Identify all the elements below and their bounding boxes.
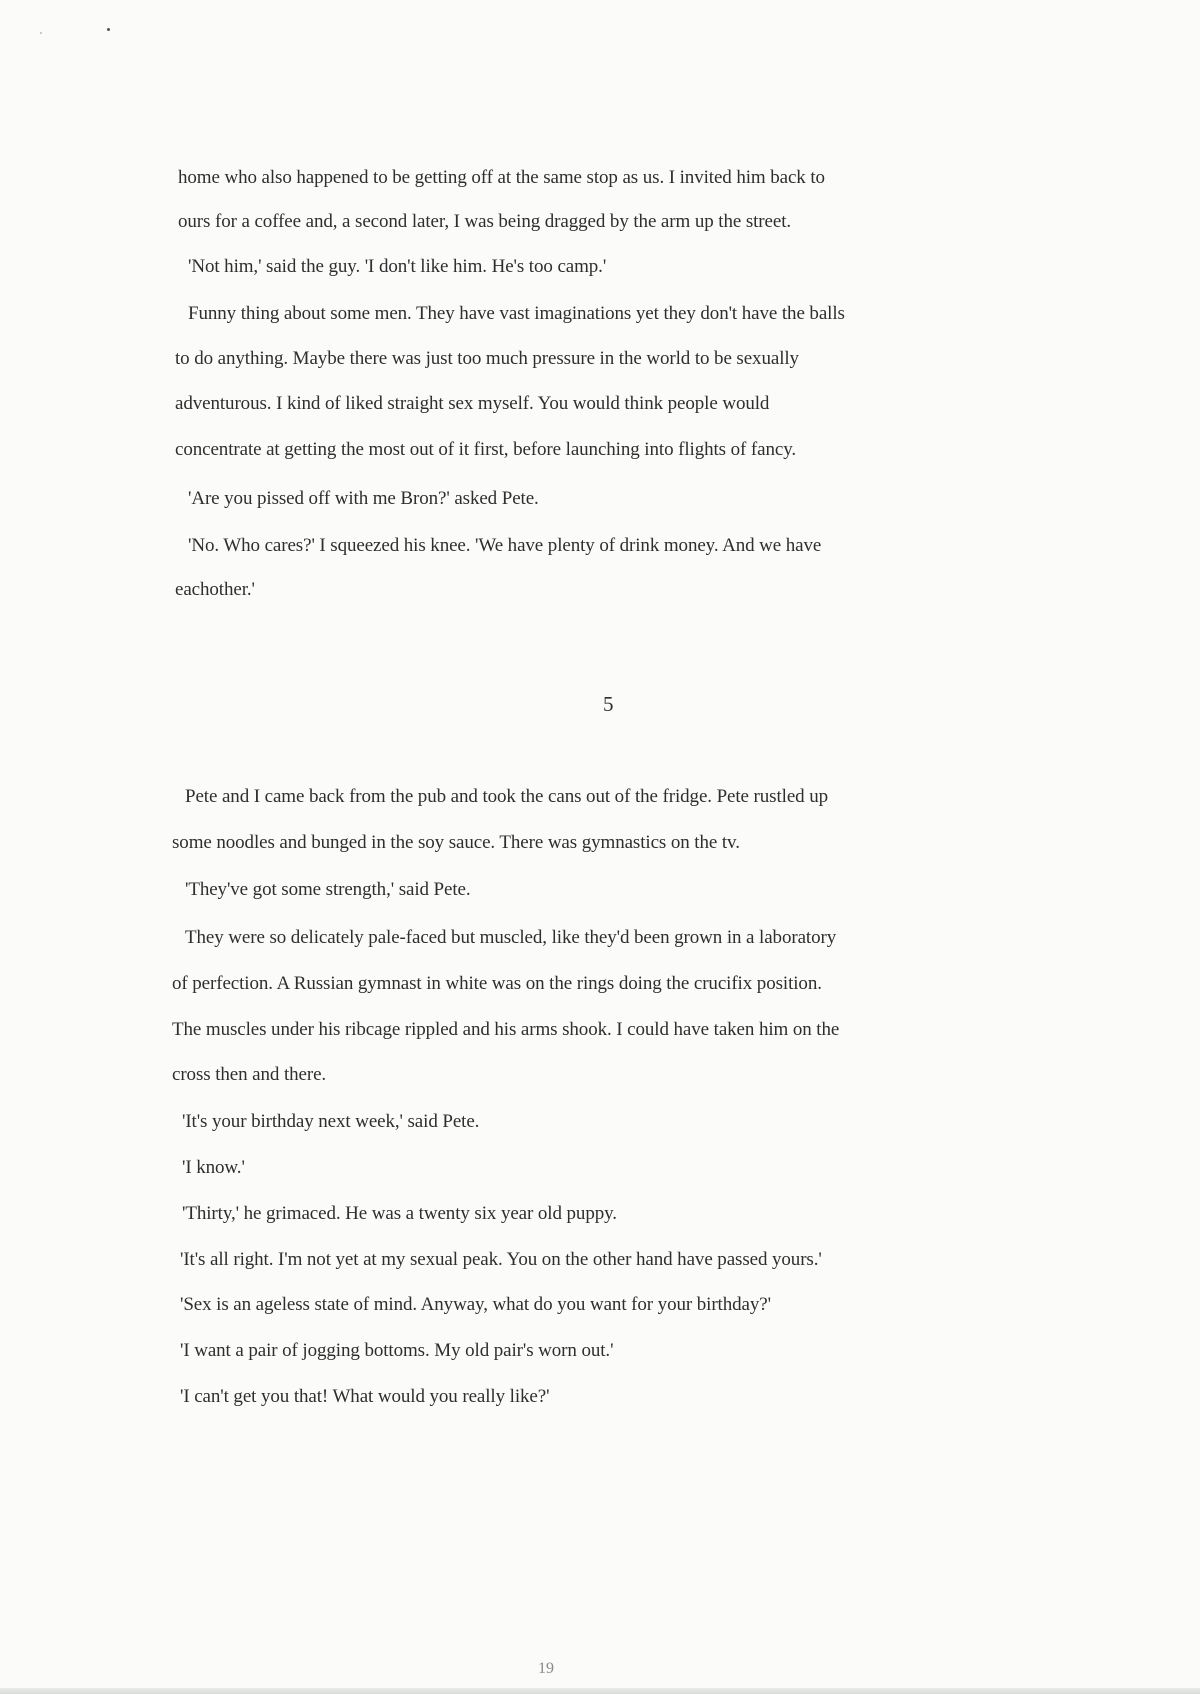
text-line: adventurous. I kind of liked straight sex myself. You would think people would	[175, 393, 770, 414]
chapter-number: 5	[603, 692, 614, 716]
text-line: 'I want a pair of jogging bottoms. My old pair's worn out.'	[180, 1340, 614, 1361]
text-line: The muscles under his ribcage rippled and his arms shook. I could have taken him on the	[172, 1019, 840, 1040]
text-line: cross then and there.	[172, 1064, 327, 1085]
text-line: 'No. Who cares?' I squeezed his knee. 'We have plenty of drink money. And we have	[188, 535, 822, 556]
text-line: Pete and I came back from the pub and took the cans out of the fridge. Pete rustled up	[185, 786, 829, 807]
text-line: some noodles and bunged in the soy sauce. There was gymnastics on the tv.	[172, 832, 740, 853]
text-line: 'I can't get you that! What would you really like?'	[180, 1386, 550, 1407]
text-line: of perfection. A Russian gymnast in white was on the rings doing the crucifix position.	[172, 973, 822, 994]
text-line: Funny thing about some men. They have vast imaginations yet they don't have the balls	[188, 303, 845, 324]
text-line: eachother.'	[175, 579, 255, 600]
text-line: home who also happened to be getting off at the same stop as us. I invited him back to	[178, 167, 825, 188]
text-line: 'Thirty,' he grimaced. He was a twenty six year old puppy.	[182, 1203, 617, 1224]
scan-edge	[0, 1688, 1200, 1694]
text-line: 'Are you pissed off with me Bron?' asked Pete.	[188, 488, 539, 509]
text-line: 'Sex is an ageless state of mind. Anyway, what do you want for your birthday?'	[180, 1294, 771, 1315]
text-line: 'It's all right. I'm not yet at my sexual peak. You on the other hand have passed yours.'	[180, 1249, 822, 1270]
page-number: 19	[538, 1660, 554, 1677]
text-line: concentrate at getting the most out of it first, before launching into flights of fancy.	[175, 439, 797, 460]
text-line: 'I know.'	[182, 1157, 245, 1178]
scan-speck	[40, 32, 42, 34]
text-line: to do anything. Maybe there was just too much pressure in the world to be sexually	[175, 348, 799, 369]
text-line: 'It's your birthday next week,' said Pete.	[182, 1111, 480, 1132]
scan-speck	[107, 28, 110, 31]
text-line: 'Not him,' said the guy. 'I don't like him. He's too camp.'	[188, 256, 607, 277]
text-line: 'They've got some strength,' said Pete.	[185, 879, 471, 900]
text-line: They were so delicately pale-faced but muscled, like they'd been grown in a laboratory	[185, 927, 837, 948]
text-line: ours for a coffee and, a second later, I was being dragged by the arm up the street.	[178, 211, 792, 232]
